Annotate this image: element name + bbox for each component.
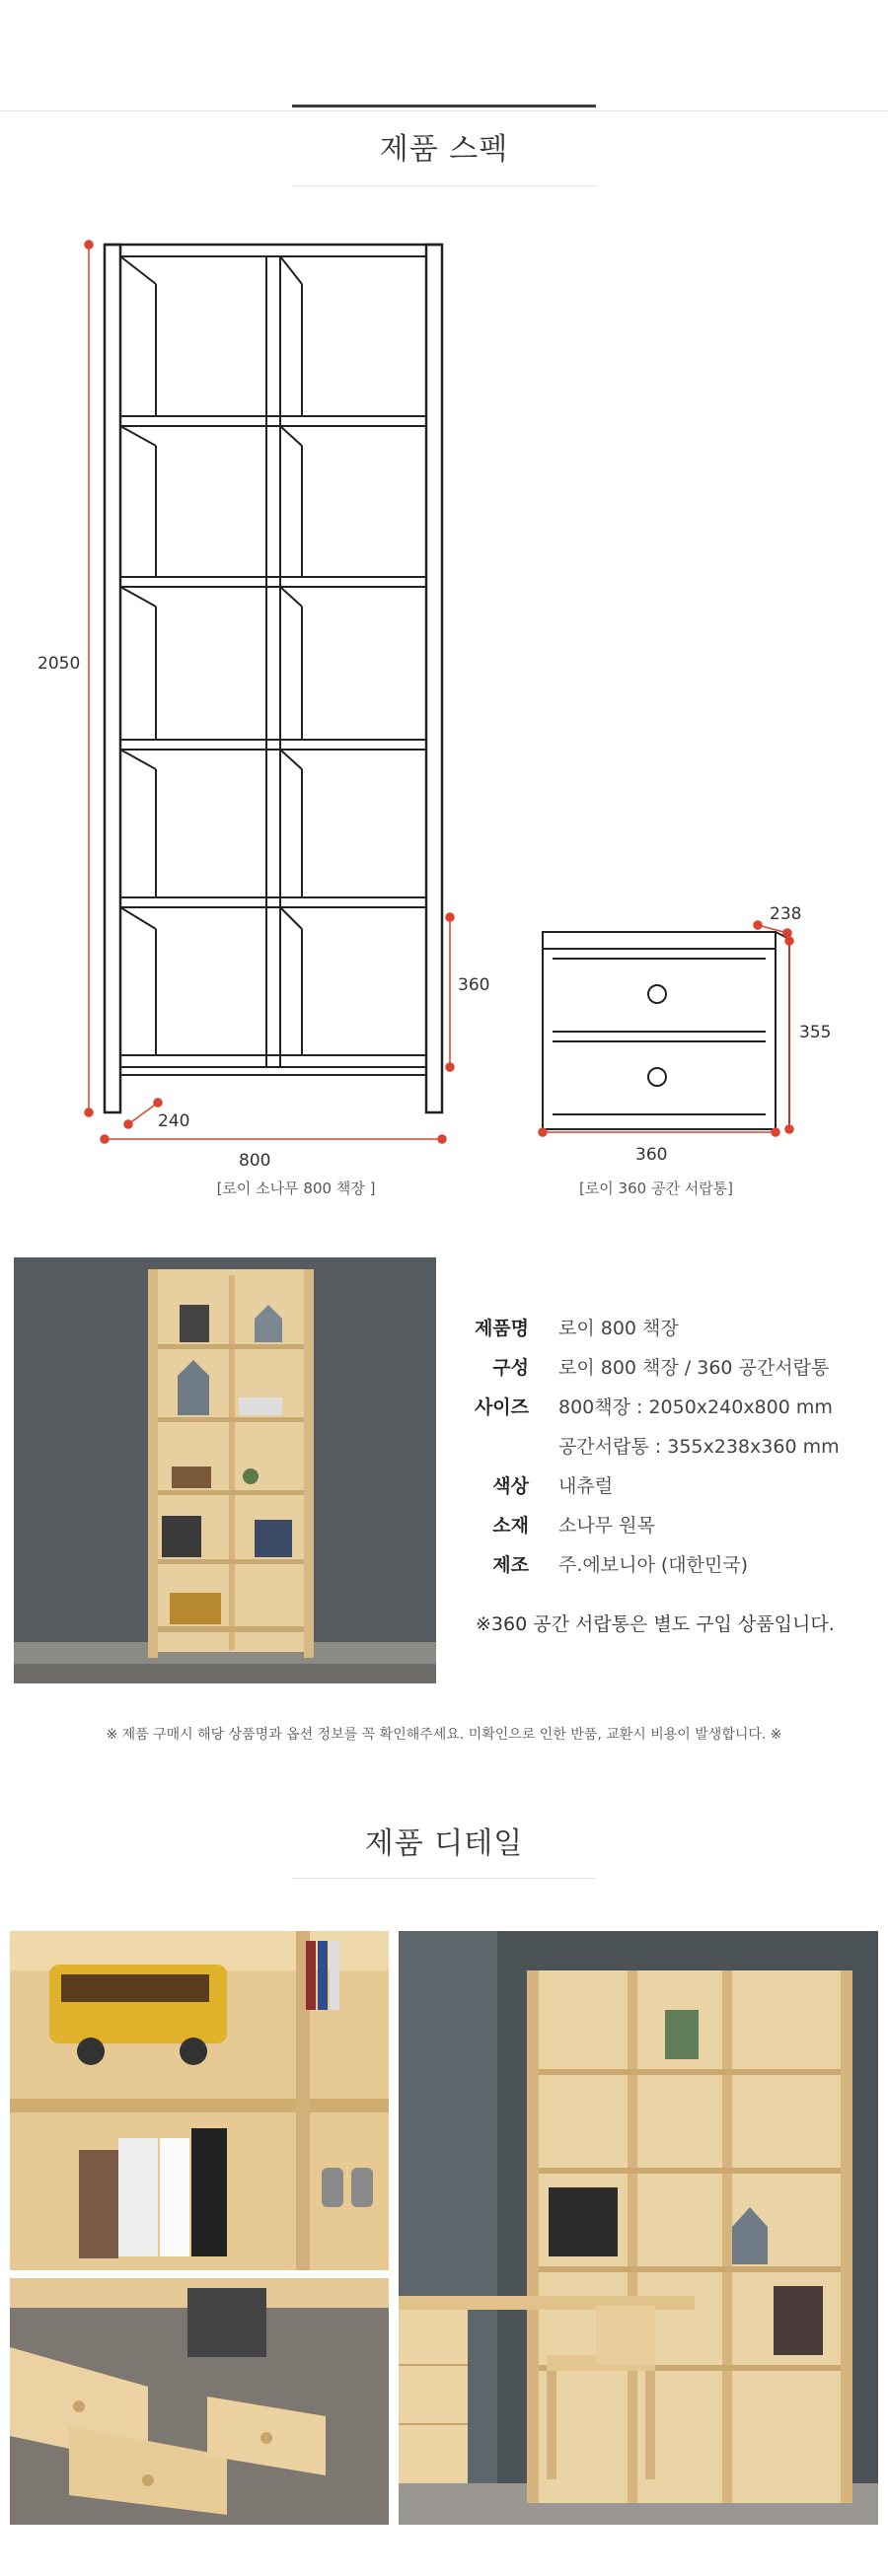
purchase-notice: ※ 제품 구매시 해당 상품명과 옵션 정보를 꼭 확인해주세요. 미확인으로 인한 반품, 교환시 비용이 발생합니다. ※ bbox=[106, 1727, 782, 1743]
spec-section-title: 제품 스펙 bbox=[379, 132, 509, 167]
spec-value: 소나무 원목 bbox=[558, 1514, 655, 1537]
spec-row-size-2 bbox=[464, 1425, 878, 1465]
bookcase-width-label: 800 bbox=[239, 1151, 271, 1171]
spec-label: 소재 bbox=[492, 1514, 529, 1537]
spec-row-color bbox=[464, 1465, 878, 1504]
detail-title-underline bbox=[292, 1878, 596, 1879]
spec-label: 색상 bbox=[492, 1474, 529, 1497]
detail-photo-drawers bbox=[10, 2278, 389, 2525]
bookcase-depth-label: 240 bbox=[158, 1111, 190, 1131]
spec-row-maker bbox=[464, 1543, 878, 1583]
title-accent-bar bbox=[292, 105, 596, 107]
spec-label: 제조 bbox=[492, 1553, 529, 1576]
spec-table bbox=[464, 1307, 878, 1583]
drawer-width-label: 360 bbox=[635, 1145, 668, 1165]
spec-row-size bbox=[464, 1386, 878, 1425]
detail-photo-room bbox=[399, 1931, 878, 2525]
product-photo bbox=[14, 1257, 436, 1683]
bookcase-height-label: 2050 bbox=[37, 654, 81, 674]
bookcase-drawing bbox=[0, 227, 490, 1171]
spec-value: 800책장 : 2050x240x800 mm bbox=[558, 1395, 833, 1418]
drawer-caption: [로이 360 공간 서랍통] bbox=[578, 1180, 734, 1197]
bookcase-shelf-label: 360 bbox=[458, 975, 490, 995]
spec-value: 로이 800 책장 bbox=[558, 1317, 679, 1339]
spec-label: 제품명 bbox=[474, 1317, 529, 1339]
spec-row-material bbox=[464, 1504, 878, 1543]
spec-value: 주.에보니아 (대한민국) bbox=[558, 1553, 749, 1576]
spec-title-underline bbox=[292, 185, 596, 186]
detail-section-title: 제품 디테일 bbox=[364, 1826, 524, 1861]
drawer-depth-label: 238 bbox=[770, 904, 802, 924]
spec-value: 내츄럴 bbox=[558, 1474, 614, 1497]
spec-value: 공간서랍통 : 355x238x360 mm bbox=[558, 1435, 840, 1458]
bookcase-caption: [로이 소나무 800 책장 ] bbox=[216, 1180, 376, 1197]
spec-row-composition bbox=[464, 1346, 878, 1386]
spec-row-name bbox=[464, 1307, 878, 1346]
top-divider bbox=[0, 110, 888, 111]
detail-photo-bus-books bbox=[10, 1931, 389, 2270]
drawer-drawing bbox=[523, 897, 849, 1165]
drawer-height-label: 355 bbox=[799, 1023, 832, 1042]
spec-label: 사이즈 bbox=[474, 1395, 529, 1418]
spec-value: 로이 800 책장 / 360 공간서랍통 bbox=[558, 1356, 830, 1379]
spec-label: 구성 bbox=[492, 1356, 529, 1379]
spec-note: ※360 공간 서랍통은 별도 구입 상품입니다. bbox=[476, 1613, 835, 1635]
